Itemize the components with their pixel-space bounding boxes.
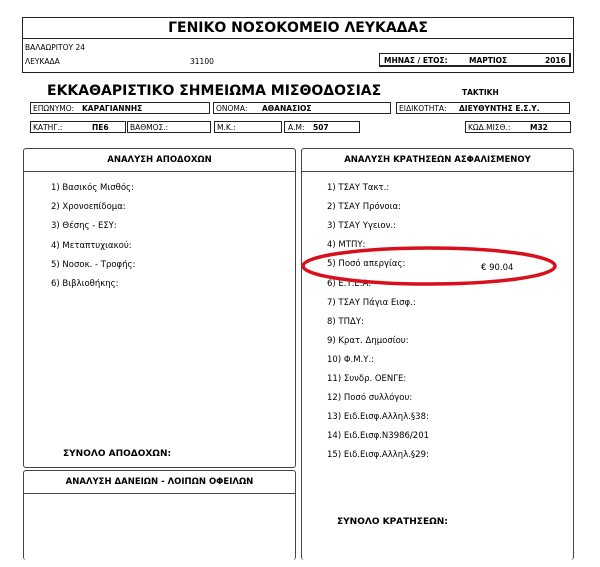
deductions-item: 15) Ειδ.Εισφ.Αλληλ.§29: xyxy=(327,450,429,461)
deductions-item: 4) ΜΤΠΥ: xyxy=(327,240,366,251)
deductions-item: 7) ΤΣΑΥ Πάγια Εισφ.: xyxy=(327,297,416,308)
deductions-item: 11) Συνδρ. ΟΕΝΓΕ: xyxy=(327,374,407,384)
earnings-item: 3) Θέσης - ΕΣΥ: xyxy=(51,221,117,232)
salary-code-label: ΚΩΔ.ΜΙΣΘ.: xyxy=(468,123,511,132)
document-title: ΕΚΚΑΘΑΡΙΣΤΙΚΟ ΣΗΜΕΙΩΜΑ ΜΙΣΘΟΔΟΣΙΑΣ xyxy=(47,83,382,99)
strike-amount: € 90.04 xyxy=(481,263,514,273)
earnings-item: 1) Βασικός Μισθός: xyxy=(51,183,134,193)
year-value: 2016 xyxy=(545,56,566,65)
deductions-item: 5) Ποσό απεργίας: xyxy=(327,259,406,270)
surname-label: ΕΠΩΝΥΜΟ: xyxy=(33,104,75,113)
category-label: ΚΑΤΗΓ.: xyxy=(33,123,63,132)
earnings-item: 2) Χρονοεπίδομα: xyxy=(51,202,126,213)
deductions-item: 8) ΤΠΔΥ: xyxy=(327,316,364,327)
loans-panel xyxy=(23,470,296,560)
highlight-ellipse xyxy=(298,244,560,288)
specialty-label: ΕΙΔΙΚΟΤΗΤΑ: xyxy=(399,104,447,113)
earnings-heading: ΑΝΑΛΥΣΗ ΑΠΟΔΟΧΩΝ xyxy=(24,149,295,172)
deductions-item: 6) Ε.Τ.Ε.Α: xyxy=(327,278,372,289)
address-street: ΒΑΛΑΩΡΙΤΟΥ 24 xyxy=(25,43,85,52)
highlight-ellipse-stroke xyxy=(303,248,555,284)
address-city: ΛΕΥΚΑΔΑ xyxy=(25,57,60,66)
deductions-total-label: ΣΥΝΟΛΟ ΚΡΑΤΗΣΕΩΝ: xyxy=(337,517,448,527)
loans-heading: ΑΝΑΛΥΣΗ ΔΑΝΕΙΩΝ - ΛΟΙΠΩΝ ΟΦΕΙΛΩΝ xyxy=(24,471,295,494)
am-label: Α.Μ: xyxy=(288,123,305,132)
surname-value: ΚΑΡΑΓΙΑΝΝΗΣ xyxy=(82,104,143,113)
deductions-item: 12) Ποσό συλλόγου: xyxy=(327,393,413,404)
salary-code-value: Μ32 xyxy=(530,123,548,132)
earnings-item: 5) Νοσοκ. - Τροφής: xyxy=(51,259,136,270)
specialty-value: ΔΙΕΥΘΥΝΤΗΣ Ε.Σ.Υ. xyxy=(459,104,540,113)
earnings-panel xyxy=(23,148,296,468)
deductions-item: 14) Ειδ.Εισφ.Ν3986/201 xyxy=(327,431,430,442)
deductions-heading: ΑΝΑΛΥΣΗ ΚΡΑΤΗΣΕΩΝ ΑΣΦΑΛΙΣΜΕΝΟΥ xyxy=(302,149,573,172)
earnings-total-label: ΣΥΝΟΛΟ ΑΠΟΔΟΧΩΝ: xyxy=(63,449,172,459)
earnings-item: 4) Μεταπτυχιακού: xyxy=(51,240,132,251)
category-value: ΠΕ6 xyxy=(92,123,109,132)
hospital-name: ΓΕΝΙΚΟ ΝΟΣΟΚΟΜΕΙΟ ΛΕΥΚΑΔΑΣ xyxy=(22,17,574,39)
earnings-item: 6) Βιβλιοθήκης: xyxy=(51,279,119,289)
mk-label: Μ.Κ.: xyxy=(217,123,236,132)
deductions-item: 3) ΤΣΑΥ Υγειον.: xyxy=(327,221,396,232)
deductions-item: 10) Φ.Μ.Υ.: xyxy=(327,354,375,365)
name-label: ΟΝΟΜΑ: xyxy=(216,104,248,113)
employment-type: ΤΑΚΤΙΚΗ xyxy=(462,88,499,97)
deductions-item: 13) Ειδ.Εισφ.Αλληλ.§38: xyxy=(327,412,429,423)
month-year-label: ΜΗΝΑΣ / ΕΤΟΣ: xyxy=(384,56,448,65)
name-value: ΑΘΑΝΑΣΙΟΣ xyxy=(262,104,312,113)
deductions-item: 2) ΤΣΑΥ Πρόνοια: xyxy=(327,202,401,213)
deductions-item: 1) ΤΣΑΥ Τακτ.: xyxy=(327,183,390,193)
month-value: ΜΑΡΤΙΟΣ xyxy=(469,56,508,65)
grade-label: ΒΑΘΜΟΣ.: xyxy=(130,123,169,132)
am-value: 507 xyxy=(313,123,329,132)
deductions-item: 9) Κρατ. Δημοσίου: xyxy=(327,335,409,346)
postal-code: 31100 xyxy=(190,57,214,66)
